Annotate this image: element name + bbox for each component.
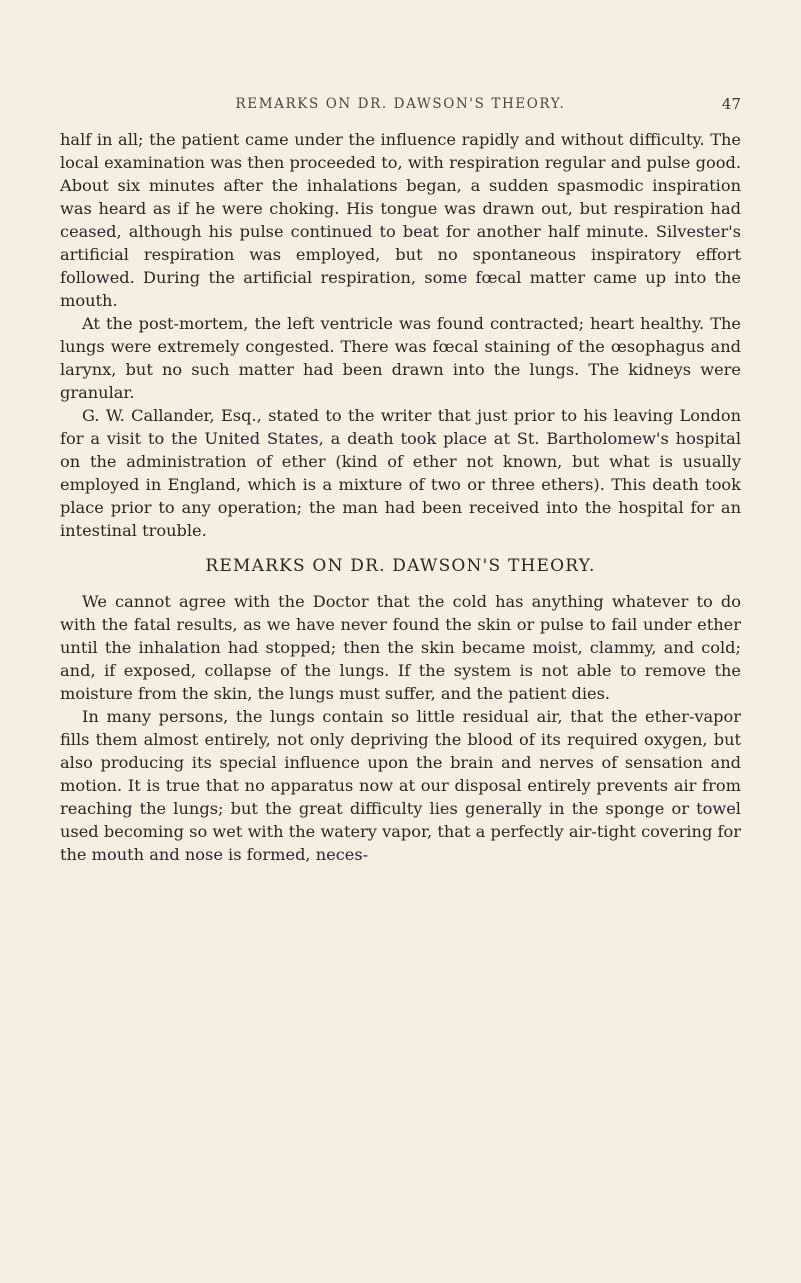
running-head — [60, 92, 741, 116]
running-title: REMARKS ON DR. DAWSON'S THEORY. — [235, 96, 566, 112]
paragraph-residual-air: In many persons, the lungs contain so little residual air, that the ether-vapor fills them almost entirely, not only depriving the blood of its required oxygen, but also producing its special influence upon the brain and nerves of sensation and motion. It is true that no apparatus now at our disposal entirely prevents air from reaching the lungs; but the great difficulty lies generally in the sponge or towel used becoming so wet with the watery vapor, that a perfectly air-tight covering for the mouth and nose is formed, neces- — [60, 707, 741, 864]
body-text — [60, 128, 741, 866]
paragraph-callander-report: G. W. Callander, Esq., stated to the writer that just prior to his leaving London for a visit to the United States, a death took place at St. Bartholomew's hospital on the administration of ether (kind of ether not known, but what is usually employed in England, which is a mixture of two or three ethers). This death took place prior to any operation; the man had been received into the hospital for an intestinal trouble. — [60, 406, 741, 540]
section-heading: REMARKS ON DR. DAWSON'S THEORY. — [205, 556, 596, 576]
paragraph-post-mortem: At the post-mortem, the left ventricle was found contracted; heart healthy. The lungs were extremely congested. There was fœcal staining of the œsophagus and larynx, but no such matter had been drawn into the lungs. The kidneys were granular. — [60, 314, 741, 402]
paragraph-cold-theory: We cannot agree with the Doctor that the cold has anything whatever to do with the fatal results, as we have never found the skin or pulse to fail under ether until the inhalation had stopped; then the skin became moist, clammy, and cold; and, if exposed, collapse of the lungs. If the system is not able to remove the moisture from the skin, the lungs must suffer, and the patient dies. — [60, 592, 741, 703]
paragraph-case-continuation: half in all; the patient came under the influence rapidly and without difficulty. The local examination was then proceeded to, with respiration regular and pulse good. About six minutes after the inhalations began, a sudden spasmodic inspiration was heard as if he were choking. His tongue was drawn out, but respiration had ceased, although his pulse continued to beat for another half minute. Silvester's artificial respiration was employed, but no spontaneous inspiratory effort followed. During the artificial respiration, some fœcal matter came up into the mouth. — [60, 130, 741, 310]
page-number: 47 — [721, 95, 741, 113]
